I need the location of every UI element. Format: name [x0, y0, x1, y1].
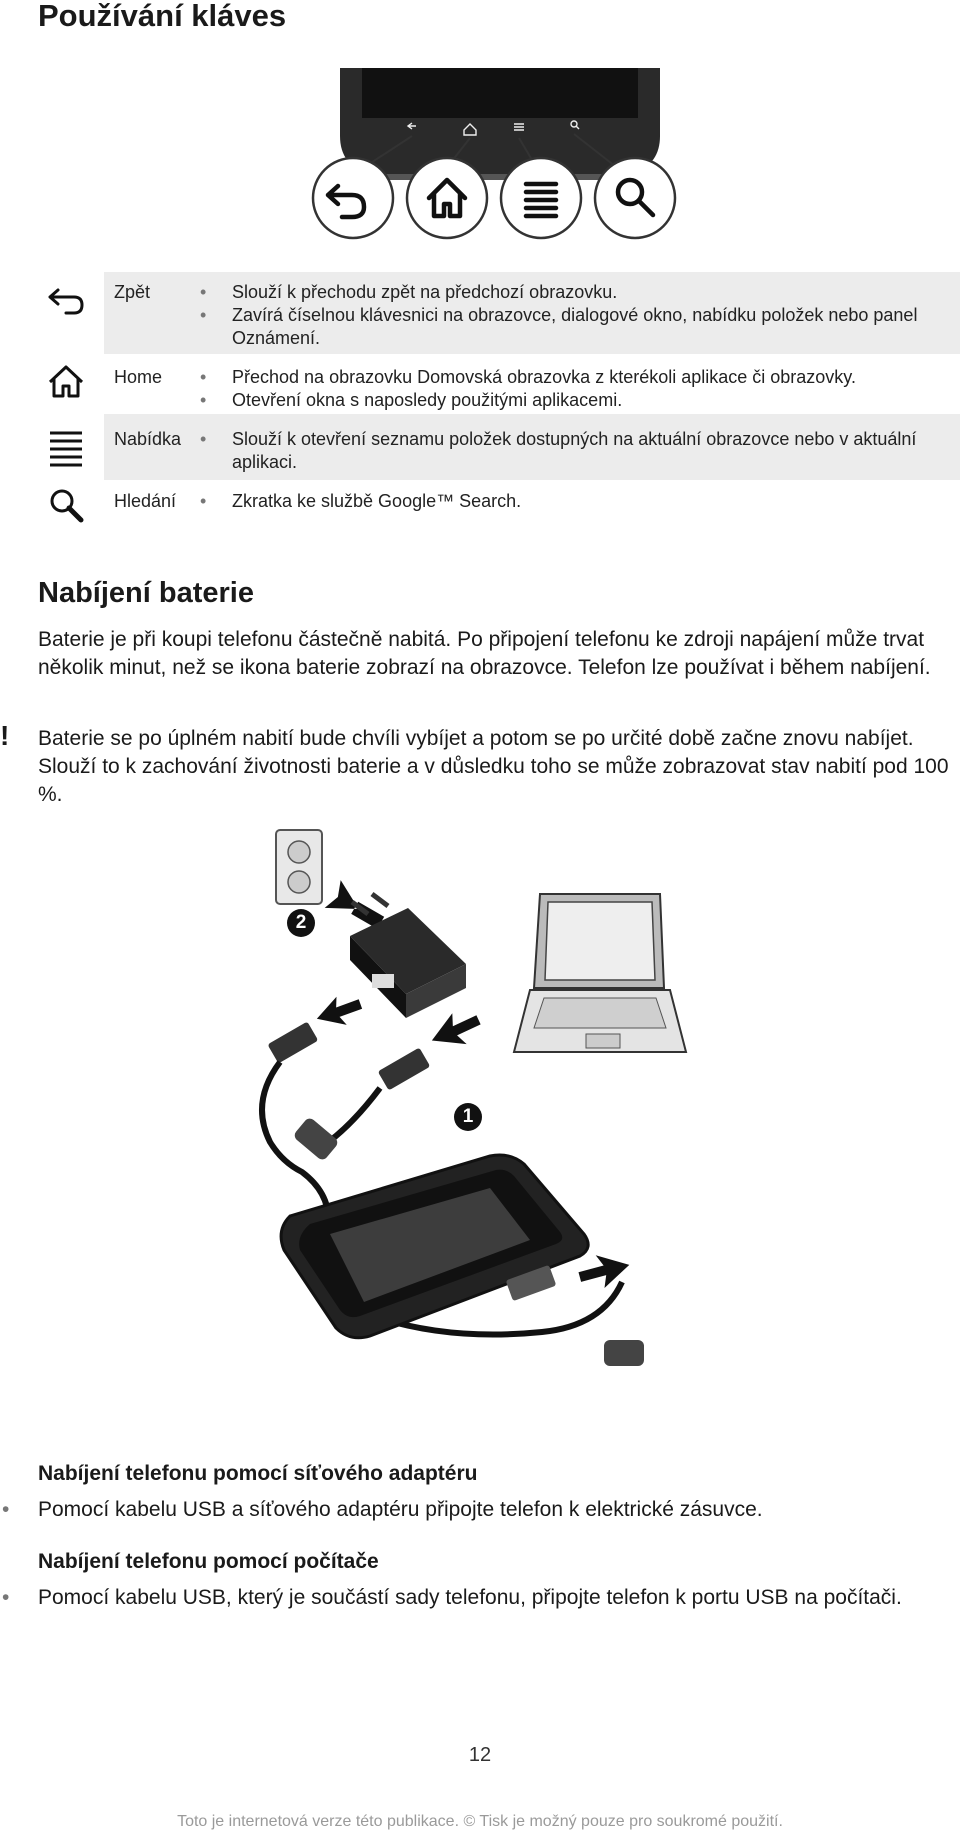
adapter-steps: [0, 1496, 960, 1524]
section-title-keys: Používání kláves: [38, 0, 287, 33]
step-2-badge: 2: [295, 912, 307, 933]
list-item: • Slouží k přechodu zpět na předchozí obrazovku.: [200, 281, 945, 304]
back-icon: [46, 282, 86, 322]
key-desc-search: [200, 490, 945, 513]
list-item: • Slouží k otevření seznamu položek dostupných na aktuální obrazovce nebo v aktuální aplikaci.: [200, 428, 945, 474]
key-desc-menu: [200, 428, 945, 474]
warning-icon: !: [0, 720, 10, 751]
key-row-menu: [0, 414, 960, 480]
page-number: 12: [468, 1744, 492, 1766]
section-title-charging: Nabíjení baterie: [38, 577, 254, 609]
footer-note: Toto je internetová verze této publikace. © Tisk je možný pouze pro soukromé použití.: [177, 1813, 783, 1830]
search-icon: [46, 486, 86, 526]
subsection-title-adapter: Nabíjení telefonu pomocí síťového adaptéru: [38, 1462, 478, 1485]
key-desc-back: [200, 281, 945, 350]
list-item: • Pomocí kabelu USB, který je součástí sady telefonu, připojte telefon k portu USB na počítači.: [0, 1584, 918, 1612]
key-name-back: Zpět: [114, 282, 151, 302]
list-item: • Zavírá číselnou klávesnici na obrazovce, dialogové okno, nabídku položek nebo panel Oznámení.: [200, 304, 945, 350]
key-name-home: Home: [114, 367, 163, 387]
key-row-back: [0, 272, 960, 354]
key-name-search: Hledání: [114, 491, 177, 511]
charging-paragraph: Baterie je při koupi telefonu částečně nabitá. Po připojení telefonu ke zdroji napájení může trvat několik minut, než se ikona baterie zobrazí na obrazovce. Telefon lze používat i během nabíjení.: [38, 628, 931, 679]
list-item: • Otevření okna s naposledy použitými aplikacemi.: [200, 389, 945, 412]
step-1-badge: 1: [462, 1106, 474, 1127]
charging-illustration: [240, 826, 720, 1386]
key-row-search: [0, 480, 960, 530]
list-item: • Zkratka ke službě Google™ Search.: [200, 490, 945, 513]
key-name-menu: Nabídka: [114, 429, 182, 449]
list-item: • Pomocí kabelu USB a síťového adaptéru připojte telefon k elektrické zásuvce.: [0, 1496, 918, 1524]
list-item: • Přechod na obrazovku Domovská obrazovka z kterékoli aplikace či obrazovky.: [200, 366, 945, 389]
computer-steps: [0, 1584, 960, 1612]
menu-icon: [46, 427, 86, 467]
phone-keys-illustration: [300, 66, 700, 250]
key-desc-home: [200, 366, 945, 412]
home-icon: [46, 362, 86, 402]
key-row-home: [0, 354, 960, 414]
subsection-title-computer: Nabíjení telefonu pomocí počítače: [38, 1550, 379, 1573]
warning-note: Baterie se po úplném nabití bude chvíli vybíjet a potom se po určité době začne znovu nabíjet. Slouží to k zachování životnosti baterie a v důsledku toho se může zobrazovat stav nabití pod 100 %.: [38, 727, 949, 806]
